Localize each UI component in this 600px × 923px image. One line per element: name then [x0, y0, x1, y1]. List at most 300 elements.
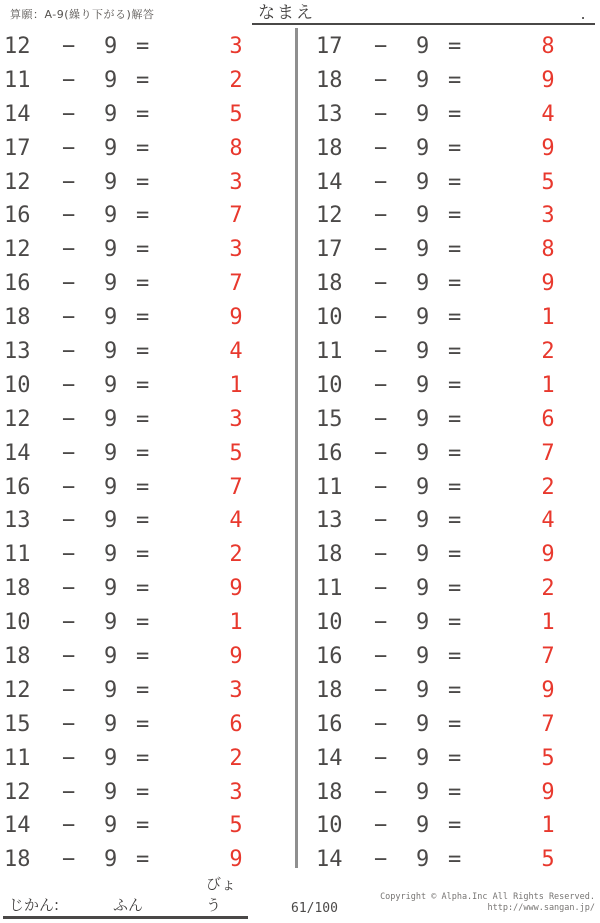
subtrahend: 9: [416, 237, 430, 263]
minuend: 18: [316, 779, 343, 805]
time-label: じかん:: [9, 896, 60, 914]
subtrahend: 9: [416, 474, 430, 500]
minuend: 16: [4, 271, 31, 297]
equals-icon: =: [136, 576, 150, 602]
minuend: 10: [316, 372, 343, 398]
subtrahend: 9: [104, 34, 118, 59]
subtrahend: 9: [416, 610, 430, 636]
equals-icon: =: [448, 271, 462, 297]
equals-icon: =: [136, 474, 150, 500]
subtrahend: 9: [416, 677, 430, 703]
subtrahend: 9: [416, 203, 430, 229]
minutes-label: ふん: [113, 896, 144, 914]
minuend: 18: [4, 576, 31, 602]
minus-icon: −: [374, 271, 388, 297]
subtrahend: 9: [104, 372, 118, 398]
subtrahend: 9: [104, 745, 118, 771]
answer: 3: [229, 406, 243, 432]
answer: 9: [541, 677, 555, 703]
minus-icon: −: [374, 135, 388, 161]
minus-icon: −: [62, 745, 76, 771]
equals-icon: =: [448, 67, 462, 93]
answer: 4: [229, 339, 243, 365]
minuend: 10: [316, 305, 343, 331]
answer: 7: [541, 440, 555, 466]
column-right: [312, 30, 600, 877]
score-text: 61/100: [291, 901, 338, 916]
minus-icon: −: [62, 406, 76, 432]
minuend: 12: [4, 406, 31, 432]
problem-row: [312, 199, 600, 233]
equals-icon: =: [136, 203, 150, 229]
minus-icon: −: [374, 101, 388, 127]
name-field: [252, 1, 595, 25]
minuend: 16: [316, 440, 343, 466]
minuend: 16: [4, 474, 31, 500]
problem-row: [0, 64, 296, 98]
answer: 4: [541, 508, 555, 534]
answer: 2: [541, 339, 555, 365]
equals-icon: =: [448, 169, 462, 195]
subtrahend: 9: [104, 847, 118, 873]
minus-icon: −: [374, 677, 388, 703]
minus-icon: −: [62, 169, 76, 195]
subtrahend: 9: [416, 440, 430, 466]
equals-icon: =: [136, 271, 150, 297]
equals-icon: =: [448, 745, 462, 771]
answer: 2: [541, 576, 555, 602]
answer: 2: [229, 542, 243, 568]
minuend: 12: [316, 203, 343, 229]
subtrahend: 9: [416, 847, 430, 873]
minuend: 12: [4, 779, 31, 805]
minus-icon: −: [374, 813, 388, 839]
subtrahend: 9: [104, 474, 118, 500]
problem-row: [0, 369, 296, 403]
problem-row: [312, 572, 600, 606]
problem-row: [0, 708, 296, 742]
equals-icon: =: [136, 101, 150, 127]
subtrahend: 9: [416, 135, 430, 161]
answer: 7: [541, 644, 555, 670]
subtrahend: 9: [416, 406, 430, 432]
problem-row: [312, 30, 600, 64]
problem-row: [312, 776, 600, 810]
minus-icon: −: [374, 644, 388, 670]
problem-row: [312, 335, 600, 369]
answer: 5: [229, 101, 243, 127]
answer: 3: [541, 203, 555, 229]
problem-row: [0, 199, 296, 233]
minuend: 14: [316, 847, 343, 873]
minuend: 14: [316, 745, 343, 771]
minus-icon: −: [374, 711, 388, 737]
minus-icon: −: [62, 779, 76, 805]
answer: 9: [229, 305, 243, 331]
minus-icon: −: [62, 237, 76, 263]
minus-icon: −: [62, 271, 76, 297]
problem-row: [312, 403, 600, 437]
minus-icon: −: [374, 847, 388, 873]
time-field: [3, 875, 248, 919]
problem-row: [312, 674, 600, 708]
answer: 3: [229, 34, 243, 59]
answer: 1: [541, 813, 555, 839]
copyright-url: http://www.sangan.jp/: [487, 903, 595, 913]
minus-icon: −: [62, 135, 76, 161]
subtrahend: 9: [104, 677, 118, 703]
minus-icon: −: [62, 813, 76, 839]
subtrahend: 9: [104, 169, 118, 195]
subtrahend: 9: [416, 271, 430, 297]
problem-row: [312, 640, 600, 674]
equals-icon: =: [448, 610, 462, 636]
minuend: 18: [316, 271, 343, 297]
name-line-period: .: [579, 8, 587, 23]
problem-row: [0, 640, 296, 674]
problem-row: [312, 809, 600, 843]
answer: 6: [229, 711, 243, 737]
equals-icon: =: [448, 135, 462, 161]
worksheet-title: 算願：A-9(繰り下がる)解答: [10, 8, 155, 21]
equals-icon: =: [448, 406, 462, 432]
minuend: 14: [316, 169, 343, 195]
subtrahend: 9: [416, 339, 430, 365]
minuend: 17: [4, 135, 31, 161]
minuend: 17: [316, 237, 343, 263]
equals-icon: =: [136, 711, 150, 737]
answer: 1: [541, 372, 555, 398]
seconds-label: びょう: [206, 875, 237, 914]
minus-icon: −: [374, 745, 388, 771]
problem-row: [0, 742, 296, 776]
minus-icon: −: [62, 440, 76, 466]
minus-icon: −: [62, 474, 76, 500]
column-left: [0, 30, 296, 877]
equals-icon: =: [448, 711, 462, 737]
minus-icon: −: [62, 644, 76, 670]
problem-row: [312, 843, 600, 877]
subtrahend: 9: [416, 67, 430, 93]
answer: 9: [229, 644, 243, 670]
answer: 7: [229, 474, 243, 500]
problem-row: [312, 369, 600, 403]
answer: 8: [229, 135, 243, 161]
problem-row: [0, 843, 296, 877]
subtrahend: 9: [104, 644, 118, 670]
answer: 5: [541, 169, 555, 195]
problem-row: [0, 335, 296, 369]
copyright-line: Copyright © Alpha.Inc All Rights Reserved.: [380, 892, 595, 902]
subtrahend: 9: [416, 542, 430, 568]
minuend: 15: [4, 711, 31, 737]
equals-icon: =: [136, 610, 150, 636]
problem-row: [312, 742, 600, 776]
equals-icon: =: [136, 406, 150, 432]
minus-icon: −: [374, 576, 388, 602]
subtrahend: 9: [104, 813, 118, 839]
answer: 9: [229, 847, 243, 873]
problem-row: [0, 674, 296, 708]
equals-icon: =: [448, 779, 462, 805]
subtrahend: 9: [416, 711, 430, 737]
subtrahend: 9: [104, 135, 118, 161]
equals-icon: =: [448, 644, 462, 670]
minuend: 18: [4, 305, 31, 331]
subtrahend: 9: [104, 711, 118, 737]
minuend: 11: [316, 339, 343, 365]
answer: 3: [229, 677, 243, 703]
subtrahend: 9: [104, 203, 118, 229]
answer: 9: [541, 779, 555, 805]
problem-row: [312, 233, 600, 267]
answer: 9: [229, 576, 243, 602]
minuend: 13: [316, 101, 343, 127]
problem-row: [312, 267, 600, 301]
minus-icon: −: [374, 542, 388, 568]
equals-icon: =: [136, 440, 150, 466]
minuend: 14: [4, 440, 31, 466]
minuend: 18: [316, 135, 343, 161]
equals-icon: =: [448, 237, 462, 263]
minuend: 15: [316, 406, 343, 432]
problem-row: [0, 30, 296, 64]
equals-icon: =: [136, 372, 150, 398]
minuend: 13: [4, 508, 31, 534]
problem-row: [312, 471, 600, 505]
name-label: なまえ: [258, 3, 315, 23]
subtrahend: 9: [104, 610, 118, 636]
equals-icon: =: [448, 847, 462, 873]
minuend: 12: [4, 677, 31, 703]
subtrahend: 9: [104, 508, 118, 534]
subtrahend: 9: [104, 440, 118, 466]
answer: 7: [229, 271, 243, 297]
equals-icon: =: [136, 847, 150, 873]
equals-icon: =: [448, 305, 462, 331]
subtrahend: 9: [104, 542, 118, 568]
minus-icon: −: [374, 474, 388, 500]
minus-icon: −: [62, 34, 76, 59]
subtrahend: 9: [416, 745, 430, 771]
minus-icon: −: [62, 101, 76, 127]
minuend: 17: [316, 34, 343, 59]
answer: 3: [229, 169, 243, 195]
minus-icon: −: [374, 305, 388, 331]
answer: 1: [541, 305, 555, 331]
problem-row: [0, 572, 296, 606]
minus-icon: −: [62, 508, 76, 534]
problem-row: [312, 64, 600, 98]
problem-row: [0, 471, 296, 505]
minuend: 18: [4, 847, 31, 873]
equals-icon: =: [136, 542, 150, 568]
subtrahend: 9: [104, 271, 118, 297]
subtrahend: 9: [104, 237, 118, 263]
answer: 4: [541, 101, 555, 127]
answer: 1: [229, 372, 243, 398]
minus-icon: −: [62, 610, 76, 636]
minus-icon: −: [62, 305, 76, 331]
problem-row: [0, 776, 296, 810]
answer: 9: [541, 542, 555, 568]
minuend: 11: [4, 745, 31, 771]
problem-row: [0, 267, 296, 301]
minuend: 18: [4, 644, 31, 670]
equals-icon: =: [448, 34, 462, 59]
minuend: 18: [316, 677, 343, 703]
answer: 7: [541, 711, 555, 737]
answer: 2: [229, 67, 243, 93]
subtrahend: 9: [104, 779, 118, 805]
problem-row: [0, 301, 296, 335]
minuend: 16: [316, 644, 343, 670]
answer: 5: [229, 813, 243, 839]
minus-icon: −: [374, 508, 388, 534]
subtrahend: 9: [416, 305, 430, 331]
minuend: 11: [316, 576, 343, 602]
equals-icon: =: [136, 169, 150, 195]
minuend: 16: [4, 203, 31, 229]
equals-icon: =: [448, 813, 462, 839]
problem-row: [312, 504, 600, 538]
equals-icon: =: [448, 677, 462, 703]
answer: 3: [229, 779, 243, 805]
equals-icon: =: [448, 372, 462, 398]
minuend: 12: [4, 237, 31, 263]
equals-icon: =: [448, 339, 462, 365]
minuend: 11: [316, 474, 343, 500]
problem-row: [312, 301, 600, 335]
equals-icon: =: [448, 474, 462, 500]
minuend: 13: [316, 508, 343, 534]
equals-icon: =: [136, 745, 150, 771]
minuend: 12: [4, 169, 31, 195]
column-divider-line: [295, 28, 298, 868]
subtrahend: 9: [104, 576, 118, 602]
subtrahend: 9: [104, 406, 118, 432]
minus-icon: −: [62, 711, 76, 737]
subtrahend: 9: [416, 34, 430, 59]
subtrahend: 9: [104, 339, 118, 365]
problem-row: [0, 809, 296, 843]
answer: 1: [229, 610, 243, 636]
answer: 4: [229, 508, 243, 534]
problem-row: [0, 233, 296, 267]
answer: 6: [541, 406, 555, 432]
minus-icon: −: [374, 169, 388, 195]
minuend: 14: [4, 813, 31, 839]
minus-icon: −: [374, 34, 388, 59]
minus-icon: −: [374, 339, 388, 365]
minuend: 12: [4, 34, 31, 59]
equals-icon: =: [136, 237, 150, 263]
problem-row: [0, 504, 296, 538]
problem-row: [0, 403, 296, 437]
equals-icon: =: [448, 101, 462, 127]
subtrahend: 9: [416, 779, 430, 805]
minuend: 18: [316, 542, 343, 568]
minuend: 10: [4, 372, 31, 398]
problem-row: [0, 606, 296, 640]
minus-icon: −: [62, 677, 76, 703]
equals-icon: =: [136, 339, 150, 365]
minus-icon: −: [374, 440, 388, 466]
equals-icon: =: [136, 67, 150, 93]
minus-icon: −: [62, 203, 76, 229]
equals-icon: =: [448, 508, 462, 534]
minuend: 10: [316, 813, 343, 839]
minus-icon: −: [62, 339, 76, 365]
equals-icon: =: [136, 34, 150, 59]
minus-icon: −: [62, 67, 76, 93]
minuend: 14: [4, 101, 31, 127]
minus-icon: −: [62, 847, 76, 873]
answer: 8: [541, 237, 555, 263]
equals-icon: =: [136, 508, 150, 534]
minus-icon: −: [374, 203, 388, 229]
answer: 2: [229, 745, 243, 771]
answer: 1: [541, 610, 555, 636]
problem-row: [312, 708, 600, 742]
equals-icon: =: [136, 135, 150, 161]
subtrahend: 9: [104, 305, 118, 331]
minus-icon: −: [62, 372, 76, 398]
problem-row: [312, 538, 600, 572]
answer: 5: [541, 745, 555, 771]
answer: 8: [541, 34, 555, 59]
subtrahend: 9: [416, 508, 430, 534]
problem-row: [312, 606, 600, 640]
subtrahend: 9: [416, 813, 430, 839]
answer: 9: [541, 271, 555, 297]
minus-icon: −: [62, 576, 76, 602]
equals-icon: =: [448, 203, 462, 229]
equals-icon: =: [448, 576, 462, 602]
minus-icon: −: [374, 406, 388, 432]
subtrahend: 9: [104, 67, 118, 93]
minuend: 10: [4, 610, 31, 636]
answer: 5: [541, 847, 555, 873]
minus-icon: −: [374, 610, 388, 636]
subtrahend: 9: [416, 372, 430, 398]
minuend: 13: [4, 339, 31, 365]
answer: 2: [541, 474, 555, 500]
copyright-block: [380, 892, 595, 914]
minus-icon: −: [374, 237, 388, 263]
problem-row: [0, 538, 296, 572]
equals-icon: =: [136, 305, 150, 331]
problem-row: [312, 98, 600, 132]
equals-icon: =: [136, 779, 150, 805]
minus-icon: −: [62, 542, 76, 568]
equals-icon: =: [448, 440, 462, 466]
minuend: 11: [4, 542, 31, 568]
problem-row: [312, 166, 600, 200]
minus-icon: −: [374, 372, 388, 398]
subtrahend: 9: [416, 169, 430, 195]
problem-row: [0, 166, 296, 200]
minuend: 18: [316, 67, 343, 93]
problem-row: [0, 98, 296, 132]
answer: 9: [541, 67, 555, 93]
minuend: 11: [4, 67, 31, 93]
minuend: 10: [316, 610, 343, 636]
equals-icon: =: [136, 677, 150, 703]
answer: 5: [229, 440, 243, 466]
subtrahend: 9: [416, 576, 430, 602]
answer: 9: [541, 135, 555, 161]
